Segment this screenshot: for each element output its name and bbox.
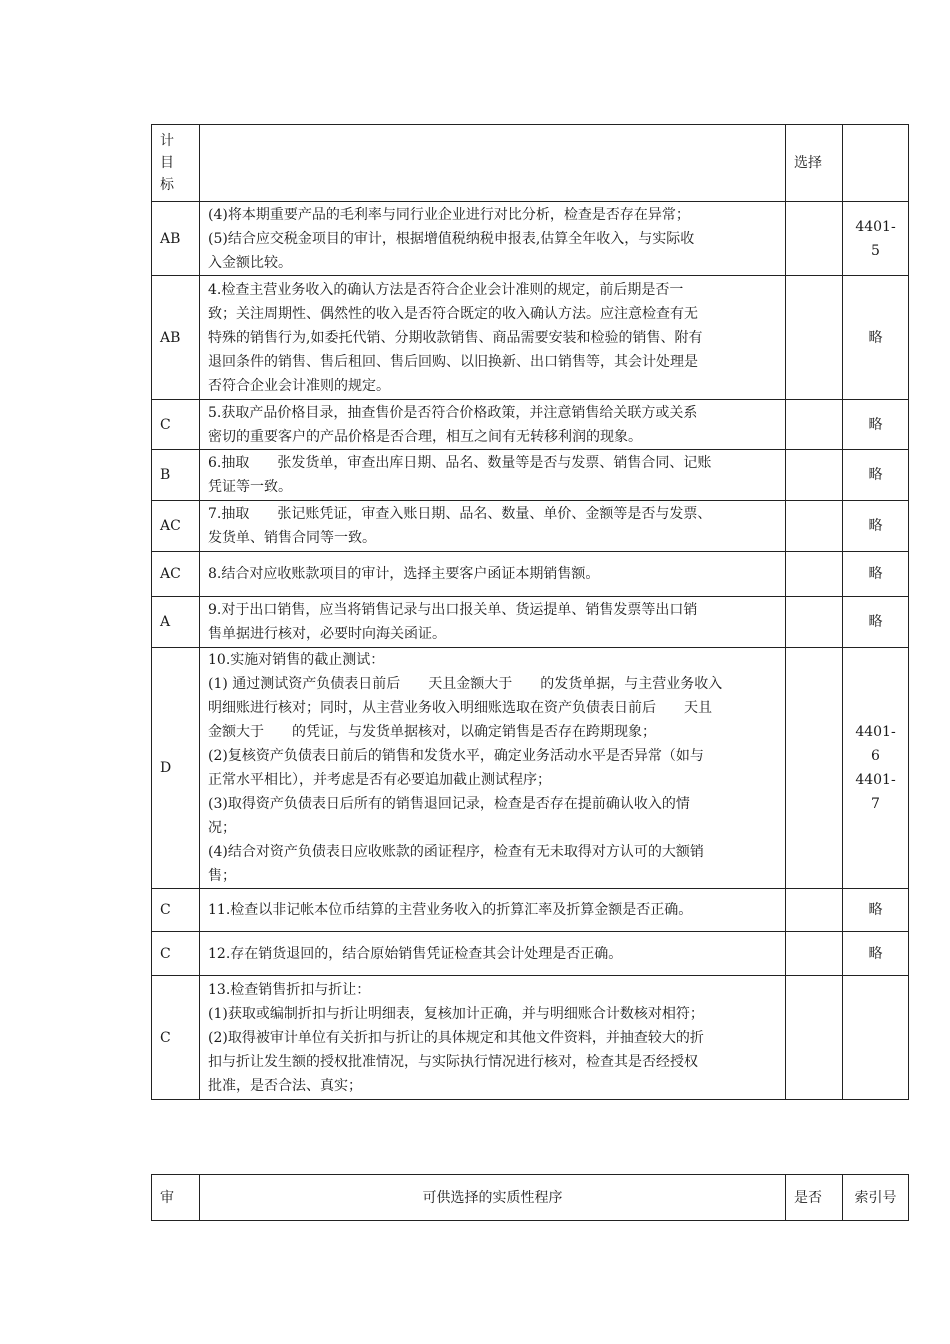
objective-cell: C xyxy=(152,976,200,1100)
procedure-cell xyxy=(200,400,786,450)
index-value: 略 xyxy=(868,416,883,433)
procedure-line: 12.存在销货退回的，结合原始销售凭证检查其会计处理是否正确。 xyxy=(208,945,623,962)
index-cell xyxy=(843,552,909,597)
table-row xyxy=(152,976,909,1100)
audit-procedure-table-body xyxy=(152,125,909,1100)
procedure-line: 7.抽取 张记账凭证，审查入账日期、品名、数量、单价、金额等是否与发票、 xyxy=(208,506,712,522)
procedure-cell xyxy=(200,889,786,932)
procedure-cell xyxy=(200,552,786,597)
objective-cell: AC xyxy=(152,552,200,597)
header-index-cell: 索引号 xyxy=(843,1175,909,1221)
table-row xyxy=(152,501,909,552)
index-cell xyxy=(843,889,909,932)
objective-cell: D xyxy=(152,648,200,889)
selection-cell xyxy=(786,889,843,932)
index-value: 略 xyxy=(868,614,883,630)
procedure-cell xyxy=(200,597,786,648)
procedure-line: (2)复核资产负债表日前后的销售和发货水平，确定业务活动水平是否异常（如与 xyxy=(208,748,704,764)
index-cell xyxy=(843,202,909,276)
procedure-line: (5)结合应交税金项目的审计，根据增值税纳税申报表,估算全年收入，与实际收 xyxy=(208,230,695,247)
procedure-line: 况； xyxy=(208,820,236,836)
procedure-line: 5.获取产品价格目录，抽查售价是否符合价格政策，并注意销售给关联方或关系 xyxy=(208,404,698,421)
selection-cell xyxy=(786,400,843,450)
table-row xyxy=(152,450,909,501)
selection-cell xyxy=(786,597,843,648)
header-objective-line: 计 xyxy=(160,133,174,149)
table-row xyxy=(152,202,909,276)
index-cell xyxy=(843,501,909,552)
procedure-line: 凭证等一致。 xyxy=(208,479,292,495)
index-value: 4401-5 xyxy=(855,218,896,259)
procedure-cell xyxy=(200,276,786,400)
procedure-line: 入金额比较。 xyxy=(208,254,292,271)
procedure-line: 明细账进行核对；同时，从主营业务收入明细账选取在资产负债表日前后 天且 xyxy=(208,700,712,716)
procedure-cell xyxy=(200,501,786,552)
selection-cell xyxy=(786,276,843,400)
table-row xyxy=(152,932,909,976)
procedure-line: (4)将本期重要产品的毛利率与同行业企业进行对比分析，检查是否存在异常； xyxy=(208,206,690,223)
procedure-line: (3)取得资产负债表日后所有的销售退回记录，检查是否存在提前确认收入的情 xyxy=(208,796,690,812)
selection-cell xyxy=(786,552,843,597)
index-value: 略 xyxy=(868,329,883,346)
procedure-cell xyxy=(200,648,786,889)
index-cell xyxy=(843,276,909,400)
procedure-line: 10.实施对销售的截止测试： xyxy=(208,652,385,668)
header-objective-line: 目 xyxy=(160,155,174,171)
index-cell xyxy=(843,976,909,1100)
procedure-line: 8.结合对应收账款项目的审计，选择主要客户函证本期销售额。 xyxy=(208,566,600,582)
procedure-line: 售单据进行核对，必要时向海关函证。 xyxy=(208,626,446,642)
procedure-cell xyxy=(200,450,786,501)
objective-cell: C xyxy=(152,889,200,932)
audit-procedure-table xyxy=(151,124,909,1100)
table-row xyxy=(152,276,909,400)
table-row xyxy=(152,400,909,450)
procedure-line: 金额大于 的凭证，与发货单据核对，以确定销售是否存在跨期现象； xyxy=(208,724,656,740)
procedure-cell xyxy=(200,202,786,276)
procedure-line: 售； xyxy=(208,868,236,884)
index-cell xyxy=(843,450,909,501)
objective-cell: AB xyxy=(152,202,200,276)
objective-cell: C xyxy=(152,400,200,450)
table-row xyxy=(152,648,909,889)
index-cell xyxy=(843,597,909,648)
procedure-line: 退回条件的销售、售后租回、售后回购、以旧换新、出口销售等，其会计处理是 xyxy=(208,353,698,370)
selection-cell xyxy=(786,450,843,501)
procedure-line: 扣与折让发生额的授权批准情况，与实际执行情况进行核对，检查其是否经授权 xyxy=(208,1053,698,1070)
table-header-row xyxy=(152,125,909,202)
procedure-line: 特殊的销售行为,如委托代销、分期收款销售、商品需要安装和检验的销售、附有 xyxy=(208,329,703,346)
procedure-line: (1) 通过测试资产负债表日前后 天且金额大于 的发货单据，与主营业务收入 xyxy=(208,676,723,692)
index-cell xyxy=(843,400,909,450)
table-row xyxy=(152,889,909,932)
procedure-line: 否符合企业会计准则的规定。 xyxy=(208,377,390,394)
objective-cell: AC xyxy=(152,501,200,552)
table-header-row xyxy=(152,1175,909,1221)
index-value: 4401-7 xyxy=(855,772,896,812)
procedure-line: (4)结合对资产负债表日应收账款的函证程序，检查有无未取得对方认可的大额销 xyxy=(208,844,704,860)
procedure-line: 11.检查以非记帐本位币结算的主营业务收入的折算汇率及折算金额是否正确。 xyxy=(208,902,693,918)
header-index-cell xyxy=(843,125,909,202)
procedure-line: 13.检查销售折扣与折让： xyxy=(208,981,371,998)
selection-cell xyxy=(786,976,843,1100)
index-value: 略 xyxy=(868,467,883,483)
procedure-line: 发货单、销售合同等一致。 xyxy=(208,530,376,546)
index-cell xyxy=(843,932,909,976)
header-selection-cell: 是否 xyxy=(786,1175,843,1221)
index-value: 略 xyxy=(868,902,883,918)
procedure-cell xyxy=(200,932,786,976)
objective-cell: AB xyxy=(152,276,200,400)
objective-cell: C xyxy=(152,932,200,976)
procedure-line: (2)取得被审计单位有关折扣与折让的具体规定和其他文件资料，并抽查较大的折 xyxy=(208,1029,704,1046)
procedure-line: 致；关注周期性、偶然性的收入是否符合既定的收入确认方法。应注意检查有无 xyxy=(208,305,698,322)
procedure-line: 4.检查主营业务收入的确认方法是否符合企业会计准则的规定，前后期是否一 xyxy=(208,281,684,298)
index-value: 略 xyxy=(868,945,883,962)
index-value: 略 xyxy=(868,566,883,582)
header-objective-cell xyxy=(152,125,200,202)
header-procedure-cell xyxy=(200,125,786,202)
selection-cell xyxy=(786,202,843,276)
objective-cell: B xyxy=(152,450,200,501)
procedure-line: 批准，是否合法、真实； xyxy=(208,1077,362,1094)
audit-procedure-table-continued xyxy=(151,1174,909,1221)
index-value: 4401-6 xyxy=(855,724,896,764)
header-procedure-cell: 可供选择的实质性程序 xyxy=(200,1175,786,1221)
procedure-line: 密切的重要客户的产品价格是否合理，相互之间有无转移利润的现象。 xyxy=(208,428,642,445)
procedure-line: (1)获取或编制折扣与折让明细表，复核加计正确，并与明细账合计数核对相符； xyxy=(208,1005,704,1022)
procedure-line: 6.抽取 张发货单，审查出库日期、品名、数量等是否与发票、销售合同、记账 xyxy=(208,455,712,471)
index-cell xyxy=(843,648,909,889)
table-row xyxy=(152,552,909,597)
procedure-cell xyxy=(200,976,786,1100)
procedure-line: 正常水平相比），并考虑是否有必要追加截止测试程序； xyxy=(208,772,551,788)
header-objective-cell: 审 xyxy=(152,1175,200,1221)
header-objective-line: 标 xyxy=(160,177,174,193)
index-value: 略 xyxy=(868,518,883,534)
selection-cell xyxy=(786,932,843,976)
header-selection-cell: 选择 xyxy=(786,125,843,202)
objective-cell: A xyxy=(152,597,200,648)
table-row xyxy=(152,597,909,648)
procedure-line: 9.对于出口销售，应当将销售记录与出口报关单、货运提单、销售发票等出口销 xyxy=(208,602,698,618)
selection-cell xyxy=(786,501,843,552)
selection-cell xyxy=(786,648,843,889)
